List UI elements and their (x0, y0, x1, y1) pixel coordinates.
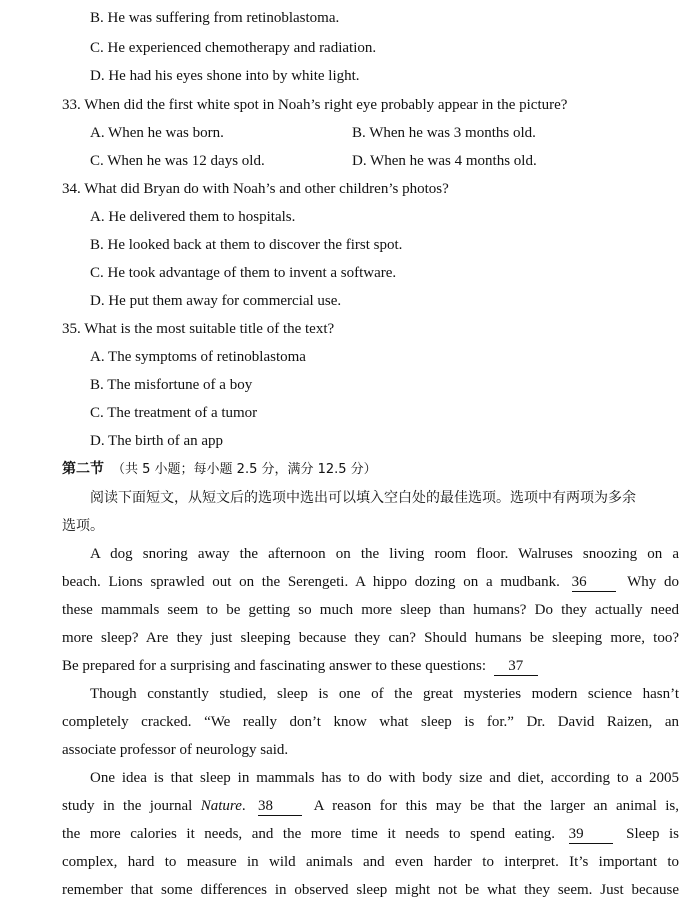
q33-option-c: C. When he was 12 days old. (90, 153, 265, 169)
q34-option-b: B. He looked back at them to discover the first spot. (90, 237, 403, 253)
passage-text: study in the journal (62, 798, 193, 814)
passage-p1-line-5 (62, 656, 681, 676)
instruction-line-2: 选项。 (62, 518, 104, 534)
q35-option-c: C. The treatment of a tumor (90, 405, 258, 421)
passage-p1-line-4: more sleep? Are they just sleeping because they can? Should humans be sleeping more, too? (62, 630, 679, 646)
q35-option-a: A. The symptoms of retinoblastoma (90, 349, 306, 365)
q34-option-c: C. He took advantage of them to invent a software. (90, 265, 397, 281)
blank-36: 36 (572, 574, 616, 592)
q35-option-b: B. The misfortune of a boy (90, 377, 253, 393)
q32-option-b: B. He was suffering from retinoblastoma. (90, 10, 340, 26)
passage-p3-line-2 (62, 796, 679, 816)
passage-p2-line-3: associate professor of neurology said. (62, 742, 289, 758)
passage-p3-line-5: remember that some differences in observed sleep might not be what they seem. Just because (62, 882, 679, 898)
section-note: （共 5 小题；每小题 2.5 分，满分 12.5 分） (112, 462, 377, 477)
passage-p3-line-1: One idea is that sleep in mammals has to do with body size and diet, according to a 2005 (90, 770, 679, 786)
blank-39: 39 (569, 826, 613, 844)
passage-text: A reason for this may be that the larger an animal is, (313, 798, 679, 814)
passage-text: the more calories it needs, and the more time it needs to spend eating. (62, 826, 556, 842)
passage-p3-line-3 (62, 824, 679, 844)
q33-stem: 33. When did the first white spot in Noah’s right eye probably appear in the picture? (62, 97, 568, 113)
q33-option-d: D. When he was 4 months old. (352, 153, 537, 169)
section-title: 第二节 (62, 461, 104, 477)
q35-option-d: D. The birth of an app (90, 433, 224, 449)
passage-text: Be prepared for a surprising and fascinating answer to these questions: (62, 658, 487, 674)
passage-text: Sleep is (626, 826, 680, 842)
passage-p1-line-2 (62, 572, 679, 592)
q35-stem: 35. What is the most suitable title of the text? (62, 321, 335, 337)
q34-stem: 34. What did Bryan do with Noah’s and other children’s photos? (62, 181, 449, 197)
passage-p1-line-1: A dog snoring away the afternoon on the living room floor. Walruses snoozing on a (90, 546, 679, 562)
journal-name: Nature (200, 798, 242, 814)
blank-37: 37 (494, 658, 538, 676)
passage-text: . (241, 798, 246, 814)
passage-text: beach. Lions sprawled out on the Serengeti. A hippo dozing on a mudbank. (62, 574, 560, 590)
passage-text: Why do (627, 574, 679, 590)
section-header (62, 459, 377, 480)
passage-p2-line-1: Though constantly studied, sleep is one of the great mysteries modern science hasn’t (90, 686, 679, 702)
q34-option-d: D. He put them away for commercial use. (90, 293, 342, 309)
passage-p2-line-2: completely cracked. “We really don’t know what sleep is for.” Dr. David Raizen, an (62, 714, 679, 730)
passage-p3-line-4: complex, hard to measure in wild animals and even harder to interpret. It’s important to (62, 854, 679, 870)
passage-p1-line-3: these mammals seem to be getting so much more sleep than humans? Do they actually need (62, 602, 679, 618)
q33-option-b: B. When he was 3 months old. (352, 125, 536, 141)
instruction-line-1: 阅读下面短文，从短文后的选项中选出可以填入空白处的最佳选项。选项中有两项为多余 (90, 490, 636, 506)
q32-option-d: D. He had his eyes shone into by white light. (90, 68, 360, 84)
blank-38: 38 (258, 798, 302, 816)
q32-option-c: C. He experienced chemotherapy and radiation. (90, 40, 377, 56)
q33-option-a: A. When he was born. (90, 125, 224, 141)
q34-option-a: A. He delivered them to hospitals. (90, 209, 296, 225)
